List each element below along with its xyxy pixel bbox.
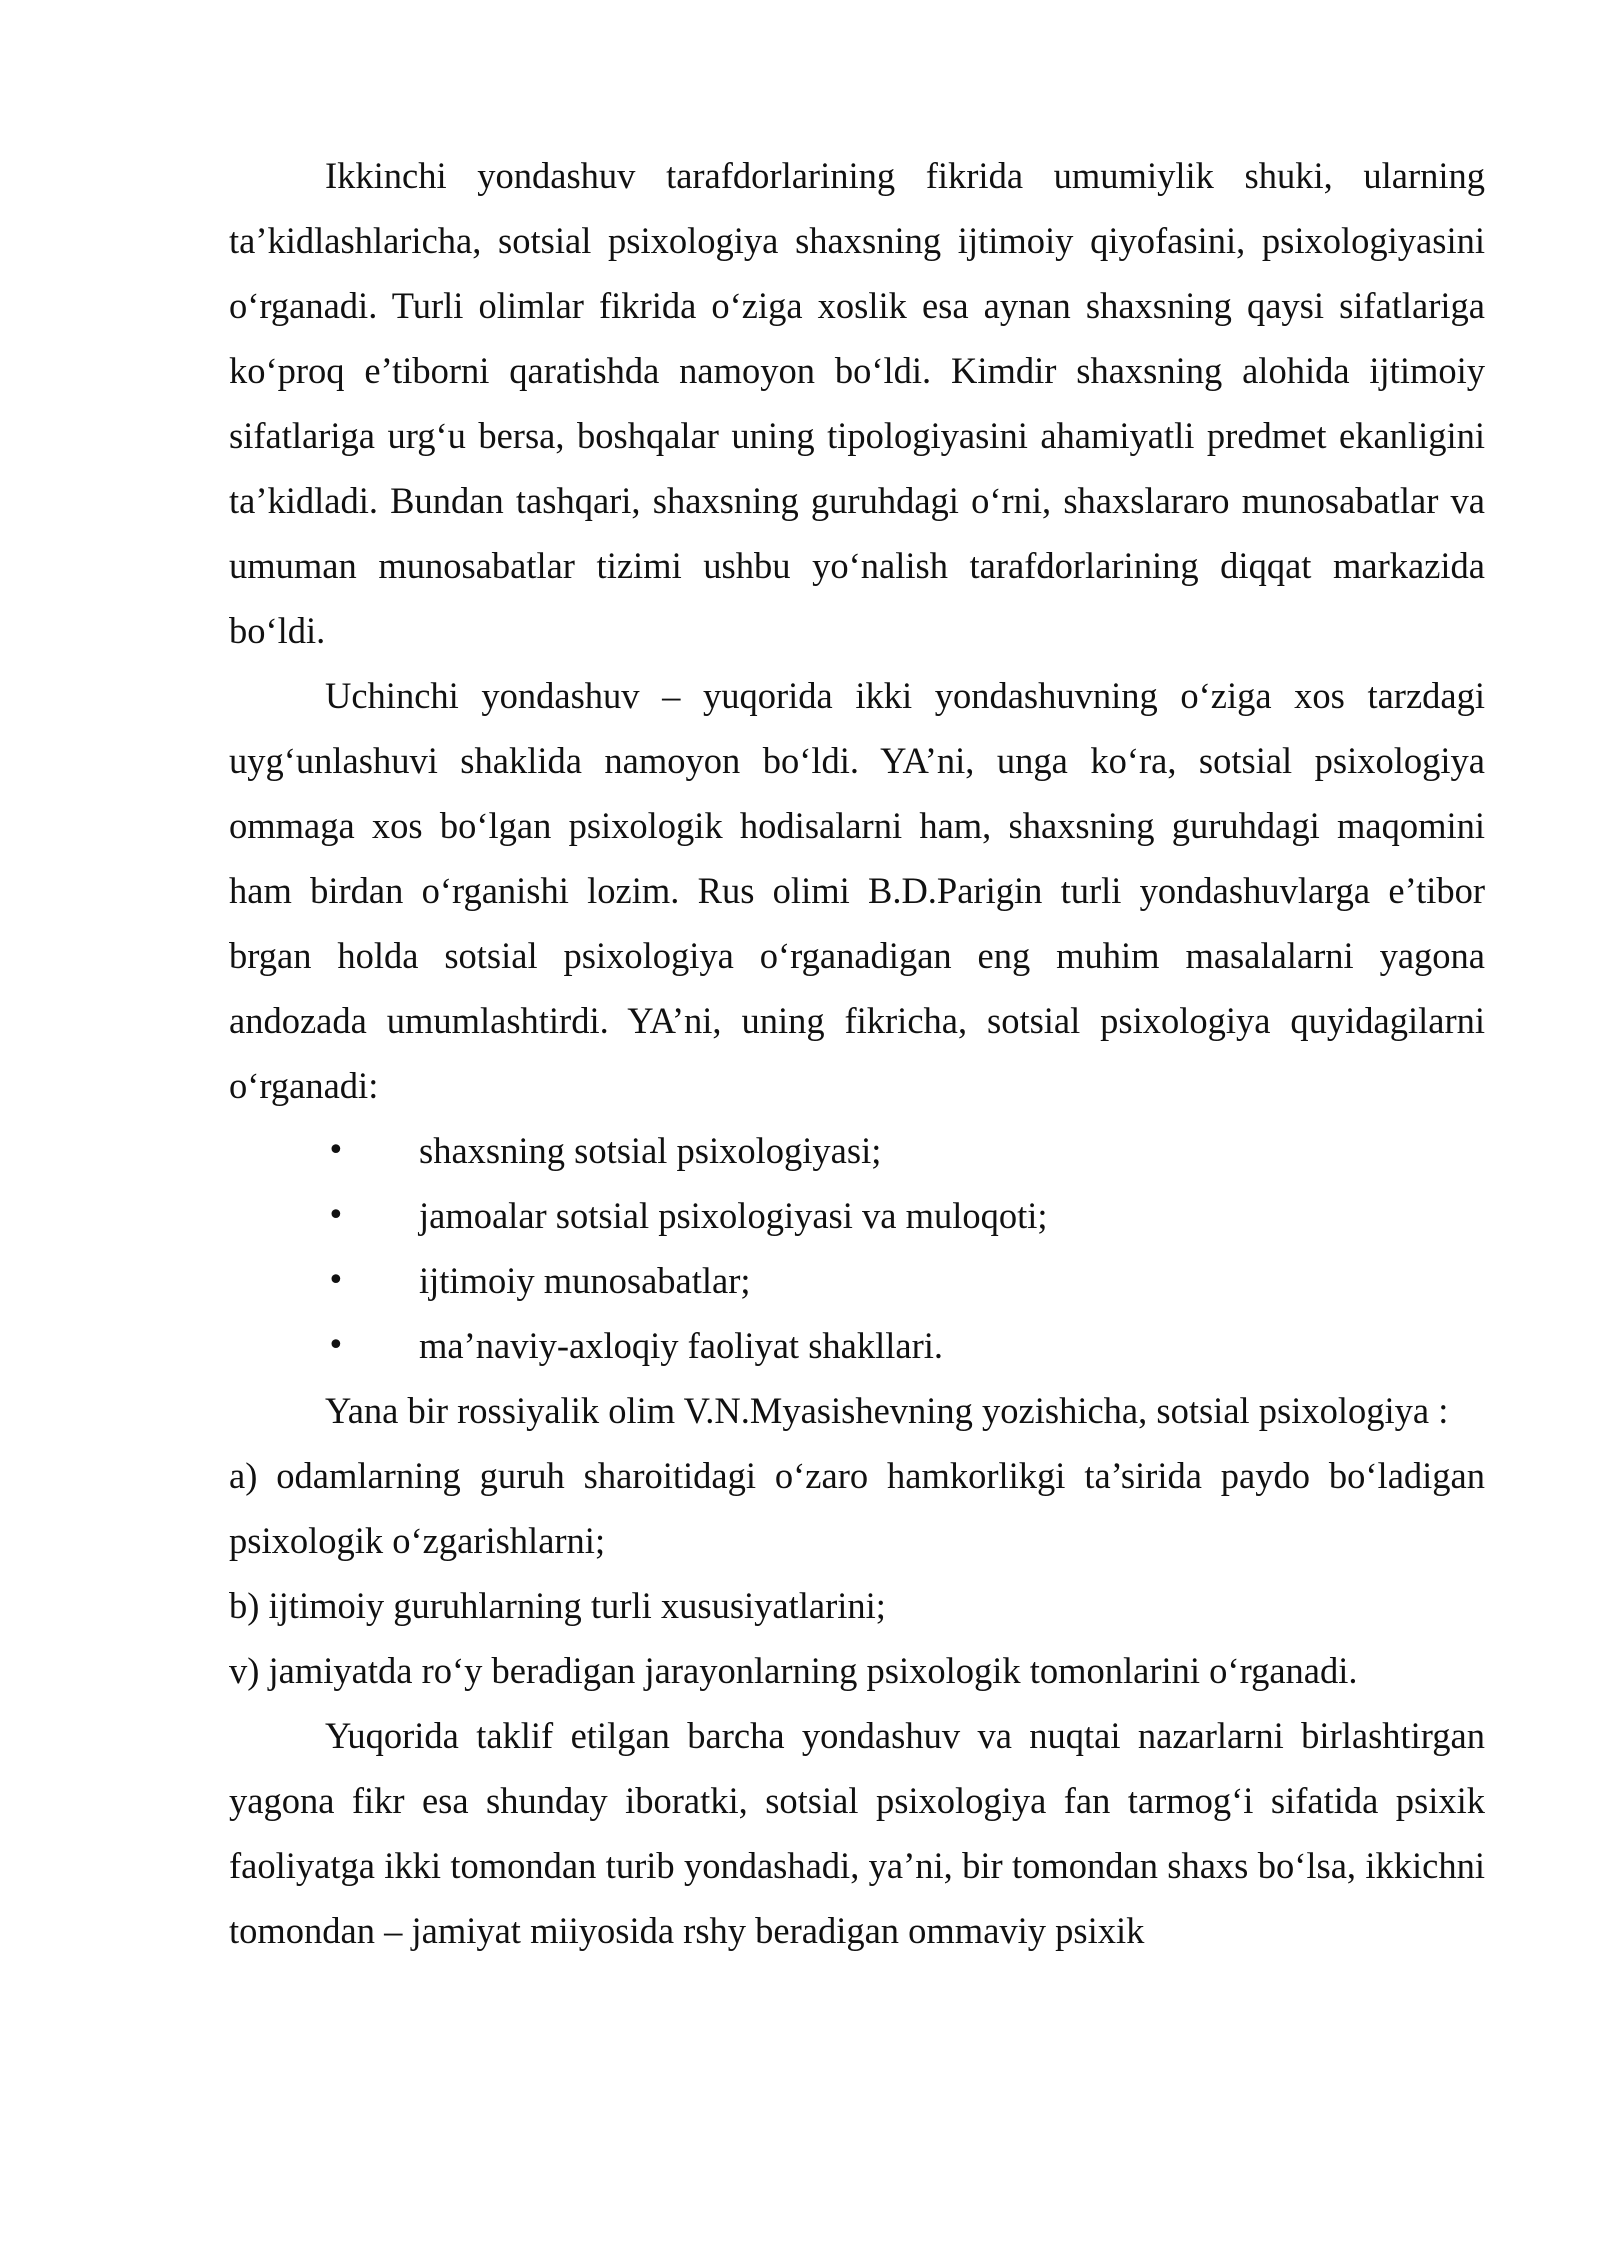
list-item xyxy=(229,1313,1485,1378)
lettered-item-b: b) ijtimoiy guruhlarning turli xususiyatlarini; xyxy=(229,1585,886,1626)
bullet-icon: • xyxy=(327,1263,345,1298)
paragraph-myasishev: Yana bir rossiyalik olim V.N.Myasishevning yozishicha, sotsial psixologiya : xyxy=(325,1390,1449,1431)
document-body xyxy=(229,143,1485,1963)
bullet-icon: • xyxy=(327,1198,345,1233)
list-item xyxy=(229,1183,1485,1248)
list-item xyxy=(229,1248,1485,1313)
list-item-text: ma’naviy-axloqiy faoliyat shakllari. xyxy=(419,1325,944,1366)
bullet-icon: • xyxy=(327,1133,345,1168)
bullet-icon: • xyxy=(327,1328,345,1363)
lettered-item-v: v) jamiyatda ro‘y beradigan jarayonlarning psixologik tomonlarini o‘rganadi. xyxy=(229,1650,1358,1691)
bullet-list xyxy=(229,1118,1485,1378)
paragraph-conclusion: Yuqorida taklif etilgan barcha yondashuv va nuqtai nazarlarni birlashtirgan yagona fikr esa shunday iboratki, sotsial psixologiya fan tarmog‘i sifatida psixik faoliyatga ikki tomondan turib yondashadi, ya’ni, bir tomondan shaxs bo‘lsa, ikkichni tomondan – jamiyat miiyosida rshy beradigan ommaviy psixik xyxy=(229,1715,1485,1951)
lettered-item-a: a) odamlarning guruh sharoitidagi o‘zaro hamkorlikgi ta’sirida paydo bo‘ladigan psixologik o‘zgarishlarni; xyxy=(229,1455,1485,1561)
list-item xyxy=(229,1118,1485,1183)
list-item-text: shaxsning sotsial psixologiyasi; xyxy=(419,1130,882,1171)
paragraph-third-approach: Uchinchi yondashuv – yuqorida ikki yondashuvning o‘ziga xos tarzdagi uyg‘unlashuvi shaklida namoyon bo‘ldi. YA’ni, unga ko‘ra, sotsial psixologiya ommaga xos bo‘lgan psixologik hodisalarni ham, shaxsning guruhdagi maqomini ham birdan o‘rganishi lozim. Rus olimi B.D.Parigin turli yondashuvlarga e’tibor brgan holda sotsial psixologiya o‘rganadigan eng muhim masalalarni yagona andozada umumlashtirdi. YA’ni, uning fikricha, sotsial psixologiya quyidagilarni o‘rganadi: xyxy=(229,675,1485,1106)
list-item-text: ijtimoiy munosabatlar; xyxy=(419,1260,751,1301)
paragraph-second-approach: Ikkinchi yondashuv tarafdorlarining fikrida umumiylik shuki, ularning ta’kidlashlaricha, sotsial psixologiya shaxsning ijtimoiy qiyofasini, psixologiyasini o‘rganadi. Turli olimlar fikrida o‘ziga xoslik esa aynan shaxsning qaysi sifatlariga ko‘proq e’tiborni qaratishda namoyon bo‘ldi. Kimdir shaxsning alohida ijtimoiy sifatlariga urg‘u bersa, boshqalar uning tipologiyasini ahamiyatli predmet ekanligini ta’kidladi. Bundan tashqari, shaxsning guruhdagi o‘rni, shaxslararo munosabatlar va umuman munosabatlar tizimi ushbu yo‘nalish tarafdorlarining diqqat markazida bo‘ldi. xyxy=(229,155,1485,651)
list-item-text: jamoalar sotsial psixologiyasi va muloqoti; xyxy=(419,1195,1048,1236)
